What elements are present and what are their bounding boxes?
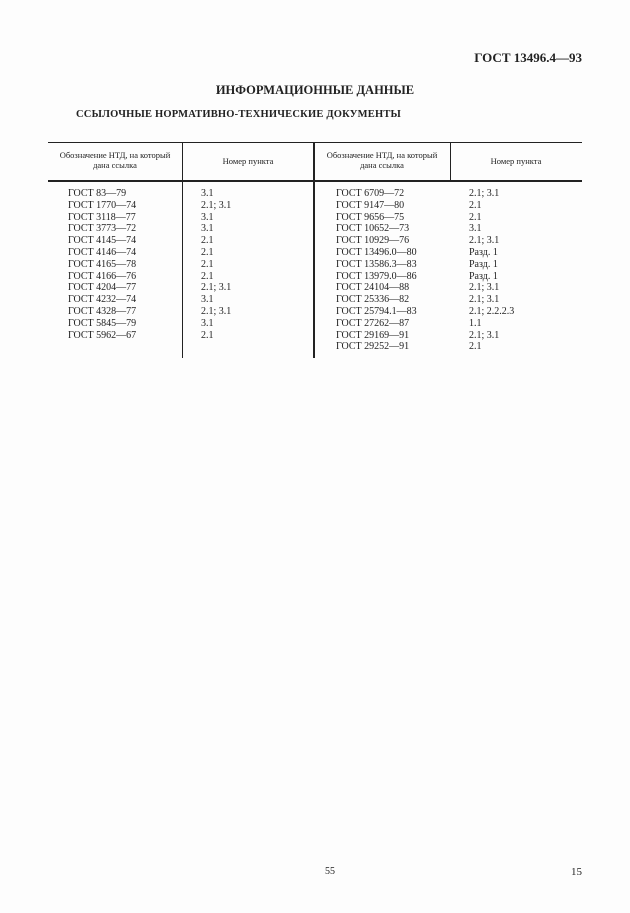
document-designation: ГОСТ 4204—77 <box>68 282 137 294</box>
clause-number: 2.1 <box>201 329 214 341</box>
clause-number: 2.1; 3.1 <box>201 199 232 211</box>
header-designation-right: Обозначение НТД, на который дана ссылка <box>326 150 438 170</box>
document-designation: ГОСТ 1770—74 <box>68 199 137 211</box>
clause-number: 2.1 <box>469 341 482 353</box>
document-designation: ГОСТ 3118—77 <box>68 211 136 223</box>
document-designation: ГОСТ 4165—78 <box>68 258 137 270</box>
document-designation: ГОСТ 25794.1—83 <box>336 305 417 317</box>
right-clause-column <box>469 188 514 353</box>
clause-number: 2.1 <box>469 199 482 211</box>
document-designation: ГОСТ 9656—75 <box>336 211 405 223</box>
document-designation: ГОСТ 13586.3—83 <box>336 258 417 270</box>
document-id: ГОСТ 13496.4—93 <box>474 50 582 65</box>
clause-number: Разд. 1 <box>469 258 498 270</box>
column-divider <box>182 142 183 358</box>
section-subtitle: ССЫЛОЧНЫЕ НОРМАТИВНО-ТЕХНИЧЕСКИЕ ДОКУМЕНТЫ <box>76 109 402 120</box>
document-designation: ГОСТ 3773—72 <box>68 223 137 235</box>
clause-number: 2.1 <box>469 211 482 223</box>
document-designation: ГОСТ 4232—74 <box>68 294 137 306</box>
clause-number: 1.1 <box>469 317 482 329</box>
clause-number: 2.1; 3.1 <box>469 282 500 294</box>
clause-number: Разд. 1 <box>469 246 498 258</box>
document-designation: ГОСТ 10929—76 <box>336 235 410 247</box>
page-number: 55 <box>325 866 335 877</box>
document-designation: ГОСТ 24104—88 <box>336 282 410 294</box>
clause-number: 2.1 <box>201 246 214 258</box>
right-designation-column <box>336 188 417 353</box>
document-designation: ГОСТ 10652—73 <box>336 223 410 235</box>
document-designation: ГОСТ 4328—77 <box>68 305 137 317</box>
clause-number: 2.1; 3.1 <box>469 188 500 199</box>
header-clause-right: Номер пункта <box>490 156 542 166</box>
document-designation: ГОСТ 29252—91 <box>336 341 410 353</box>
clause-number: 2.1; 3.1 <box>469 329 500 341</box>
clause-number: 2.1; 2.2.2.3 <box>469 305 515 317</box>
table-top-border <box>48 142 582 143</box>
clause-number: 2.1 <box>201 235 214 247</box>
document-designation: ГОСТ 29169—91 <box>336 329 410 341</box>
clause-number: 2.1; 3.1 <box>201 305 232 317</box>
document-designation: ГОСТ 4145—74 <box>68 235 137 247</box>
clause-number: 3.1 <box>201 317 214 329</box>
clause-number: 3.1 <box>201 188 214 199</box>
left-designation-column <box>68 188 136 341</box>
left-clause-column <box>201 188 231 341</box>
sheet-number: 15 <box>571 866 582 878</box>
clause-number: 2.1 <box>201 270 214 282</box>
document-designation: ГОСТ 5845—79 <box>68 317 137 329</box>
document-designation: ГОСТ 6709—72 <box>336 188 405 199</box>
document-designation: ГОСТ 5962—67 <box>68 329 137 341</box>
clause-number: 3.1 <box>201 223 214 235</box>
column-divider <box>450 142 451 181</box>
document-designation: ГОСТ 25336—82 <box>336 294 410 306</box>
clause-number: 2.1; 3.1 <box>201 282 232 294</box>
clause-number: 2.1 <box>201 258 214 270</box>
header-designation-left: Обозначение НТД, на который дана ссылка <box>59 150 171 170</box>
clause-number: 2.1; 3.1 <box>469 294 500 306</box>
document-designation: ГОСТ 27262—87 <box>336 317 410 329</box>
clause-number: 3.1 <box>201 211 214 223</box>
document-designation: ГОСТ 4146—74 <box>68 246 137 258</box>
clause-number: 2.1; 3.1 <box>469 235 500 247</box>
column-divider <box>313 142 315 358</box>
document-designation: ГОСТ 9147—80 <box>336 199 405 211</box>
document-designation: ГОСТ 13979.0—86 <box>336 270 417 282</box>
header-clause-left: Номер пункта <box>222 156 274 166</box>
clause-number: 3.1 <box>469 223 482 235</box>
clause-number: Разд. 1 <box>469 270 498 282</box>
page-title: ИНФОРМАЦИОННЫЕ ДАННЫЕ <box>215 83 415 97</box>
document-designation: ГОСТ 83—79 <box>68 188 127 199</box>
clause-number: 3.1 <box>201 294 214 306</box>
document-designation: ГОСТ 13496.0—80 <box>336 246 417 258</box>
header-divider <box>48 180 582 182</box>
document-designation: ГОСТ 4166—76 <box>68 270 137 282</box>
